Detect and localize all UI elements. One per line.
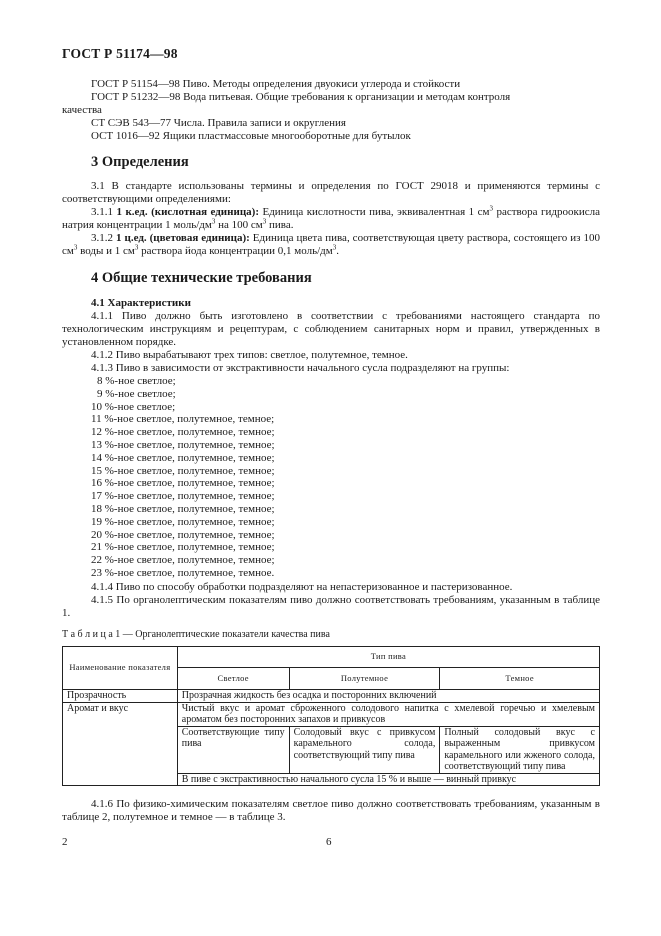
page-number-left: 2 bbox=[62, 836, 68, 848]
group-item: 8 %-ное светлое; bbox=[97, 375, 176, 387]
group-item: 22 %-ное светлое, полутемное, темное; bbox=[91, 554, 275, 567]
column-header-dark: Темное bbox=[440, 668, 600, 690]
document-header: ГОСТ Р 51174—98 bbox=[62, 46, 178, 61]
group-item: 21 %-ное светлое, полутемное, темное; bbox=[91, 541, 275, 554]
term-color-unit: 1 ц.ед. (цветовая единица): bbox=[116, 232, 250, 244]
row-aroma-name: Аромат и вкус bbox=[63, 702, 178, 786]
section-3-title: 3 Определения bbox=[91, 154, 189, 170]
paragraph-3-1-2: 3.1.2 1 ц.ед. (цветовая единица): Единица цвета пива, соответствующая цвету раствора, состоящего из 100 $см^3$ воды и 1 $см^3$ раствора йода концентрации 0,1 моль/$дм^3$. bbox=[62, 232, 601, 257]
group-item: 23 %-ное светлое, полутемное, темное. bbox=[91, 566, 275, 579]
group-item: 11 %-ное светлое, полутемное, темное; bbox=[91, 413, 275, 426]
paragraph-4-1-6: 4.1.6 По физико-химическим показателям светлое пиво должно соответствовать требованиям, указанным в таблице 2, полутемное и темное — в таблице 3. bbox=[62, 798, 600, 823]
row-clarity-value: Прозрачная жидкость без осадка и посторонних включений bbox=[177, 690, 599, 703]
paragraph-3-1-1: 3.1.1 1 к.ед. (кислотная единица): Единица кислотности пива, эквивалентная 1 $см^3$ раствора гидроокисла натрия концентрации 1 моль/$дм^3$ на 100 $см^3$ пива. bbox=[62, 204, 600, 231]
paragraph-4-1-3: 4.1.3 Пиво в зависимости от экстрактивности начального сусла подразделяют на группы: bbox=[91, 362, 510, 374]
column-header-semi: Полутемное bbox=[289, 668, 440, 690]
paragraph-4-1-2: 4.1.2 Пиво вырабатывают трех типов: светлое, полутемное, темное. bbox=[91, 349, 408, 361]
row-clarity-name: Прозрачность bbox=[63, 690, 178, 703]
section-4-title: 4 Общие технические требования bbox=[91, 270, 312, 286]
paragraph-4-1-1: 4.1.1 Пиво должно быть изготовлено в соответствии с требованиями настоящего стандарта по технологическим инструкциям и рецептурам, с соблюдением санитарных норм и правил, утвержденных в установленном порядке. bbox=[62, 310, 600, 348]
term-acid-unit: 1 к.ед. (кислотная единица): bbox=[116, 206, 259, 218]
subsection-4-1-title: 4.1 Характеристики bbox=[91, 297, 191, 309]
table-1-caption: Т а б л и ц а 1 — Органолептические показатели качества пива bbox=[62, 629, 330, 640]
table-1 bbox=[62, 646, 600, 786]
row-aroma-dark: Полный солодовый вкус с выраженным привкусом карамельного или жженого солода, соответствующий типу пива bbox=[440, 726, 600, 773]
paragraph-4-1-5: 4.1.5 По органолептическим показателям пиво должно соответствовать требованиям, указанным в таблице 1. bbox=[62, 594, 600, 619]
group-item: 10 %-ное светлое; bbox=[91, 400, 176, 413]
ref-gost-51232-cont: качества bbox=[62, 104, 102, 116]
ref-gost-51154: ГОСТ Р 51154—98 Пиво. Методы определения двуокиси углерода и стойкости bbox=[91, 78, 461, 90]
page-number-center: 6 bbox=[326, 836, 332, 848]
ref-gost-51232: ГОСТ Р 51232—98 Вода питьевая. Общие требования к организации и методам контроля bbox=[91, 91, 511, 103]
row-aroma-light: Соответствующие типу пива bbox=[177, 726, 289, 773]
ref-ost-1016: ОСТ 1016—92 Ящики пластмассовые многооборотные для бутылок bbox=[91, 130, 411, 142]
group-item: 12 %-ное светлое, полутемное, темное; bbox=[91, 426, 275, 439]
group-item: 17 %-ное светлое, полутемное, темное; bbox=[91, 490, 275, 503]
group-item: 9 %-ное светлое; bbox=[97, 387, 176, 400]
group-item: 15 %-ное светлое, полутемное, темное; bbox=[91, 464, 275, 477]
row-aroma-semi: Солодовый вкус с привкусом карамельного солода, соответствующий типу пива bbox=[289, 726, 440, 773]
group-list bbox=[91, 375, 275, 580]
column-header-type: Тип пива bbox=[177, 647, 599, 668]
paragraph-4-1-4: 4.1.4 Пиво по способу обработки подразделяют на непастеризованное и пастеризованное. bbox=[91, 581, 513, 593]
ref-st-sev-543: СТ СЭВ 543—77 Числа. Правила записи и округления bbox=[91, 117, 346, 129]
group-item: 19 %-ное светлое, полутемное, темное; bbox=[91, 515, 275, 528]
group-item: 20 %-ное светлое, полутемное, темное; bbox=[91, 528, 275, 541]
column-header-name: Наименование показателя bbox=[63, 647, 178, 690]
group-item: 16 %-ное светлое, полутемное, темное; bbox=[91, 477, 275, 490]
group-item: 13 %-ное светлое, полутемное, темное; bbox=[91, 438, 275, 451]
table-row bbox=[63, 690, 600, 703]
paragraph-3-1: 3.1 В стандарте использованы термины и определения по ГОСТ 29018 и применяются термины с соответствующими определениями: bbox=[62, 180, 600, 205]
row-aroma-value: Чистый вкус и аромат сброженного солодового напитка с хмелевой горечью и хмелевым ароматом без посторонних запахов и привкусов bbox=[177, 702, 599, 726]
group-item: 18 %-ное светлое, полутемное, темное; bbox=[91, 502, 275, 515]
column-header-light: Светлое bbox=[177, 668, 289, 690]
row-aroma-note: В пиве с экстрактивностью начального сусла 15 % и выше — винный привкус bbox=[177, 773, 599, 786]
group-item: 14 %-ное светлое, полутемное, темное; bbox=[91, 451, 275, 464]
table-row bbox=[63, 702, 600, 726]
